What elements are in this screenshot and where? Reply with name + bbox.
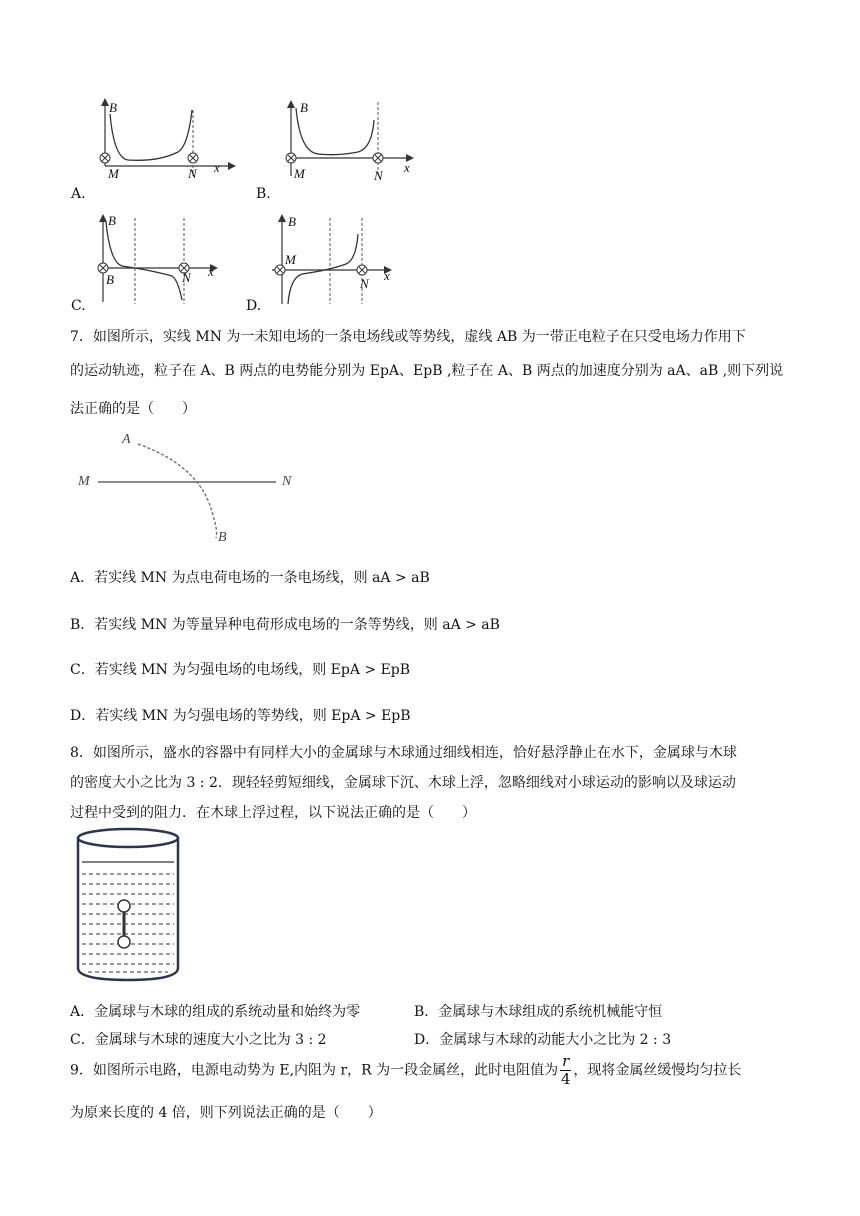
graph-b-label-n: N (374, 168, 383, 183)
graph-b-axis-b: B (300, 100, 308, 115)
q8-option-a: A．金属球与木球的组成的系统动量和始终为零 (70, 1004, 361, 1020)
q8-option-d: D．金属球与木球的动能大小之比为 2 : 3 (414, 1032, 672, 1048)
q7-option-a: A．若实线 MN 为点电荷电场的一条电场线，则 aA > aB (70, 570, 430, 586)
q8-option-b: B．金属球与木球组成的系统机械能守恒 (414, 1004, 663, 1020)
graph-c-option: C. (71, 298, 86, 314)
q7-trajectory-diagram (70, 426, 310, 552)
q9-fraction (560, 1054, 571, 1087)
graph-c-axis-x: x (208, 264, 214, 279)
graph-c-axis-b: B (108, 213, 116, 228)
q7-option-c: C．若实线 MN 为匀强电场的电场线，则 EpA > EpB (70, 662, 411, 678)
graph-d-label-n: N (360, 276, 369, 291)
graph-b-label-m: M (294, 166, 305, 181)
graph-d-axis-b: B (288, 214, 296, 229)
q8-stem-line-3: 过程中受到的阻力．在木球上浮过程，以下说法正确的是（ ） (70, 805, 476, 821)
q7-label-a: A (122, 432, 131, 447)
graph-a-axis-x: x (214, 160, 220, 175)
graph-a-label-n: N (188, 166, 197, 181)
graph-d-axis-x: x (384, 268, 390, 283)
graph-b-option: B. (256, 186, 271, 202)
q7-label-n: N (282, 474, 292, 489)
graph-c-label-n: N (182, 270, 191, 285)
q7-option-d: D．若实线 MN 为匀强电场的等势线，则 EpA > EpB (70, 708, 411, 724)
q9-stem-line-1-pre: 9．如图所示电路，电源电动势为 E,内阻为 r，R 为一段金属丝，此时电阻值为 (70, 1062, 559, 1079)
q7-label-b: B (218, 530, 227, 545)
graph-a-label-m: M (108, 166, 119, 181)
graph-d-option: D. (246, 298, 262, 314)
q9-fraction-numerator: r (562, 1052, 570, 1070)
q8-stem-line-1: 8．如图所示，盛水的容器中有同样大小的金属球与木球通过细线相连，恰好悬浮静止在水下，金属球与木球 (70, 745, 737, 761)
q7-option-b: B．若实线 MN 为等量异种电荷形成电场的一条等势线，则 aA > aB (70, 617, 500, 633)
q9-fraction-denominator: 4 (560, 1070, 571, 1088)
graph-a-option: A. (71, 186, 86, 202)
q9-stem-line-2: 为原来长度的 4 倍，则下列说法正确的是（ ） (70, 1105, 382, 1121)
q8-container-diagram (74, 826, 186, 984)
q7-stem-line-1: 7．如图所示，实线 MN 为一未知电场的一条电场线或等势线，虚线 AB 为一带正电粒子在只受电场力作用下 (70, 329, 746, 345)
graph-b-axis-x: x (404, 160, 410, 175)
q8-stem-line-2: 的密度大小之比为 3 : 2．现轻轻剪短细线，金属球下沉、木球上浮，忽略细线对小球运动的影响以及球运动 (70, 775, 736, 791)
q7-stem-line-3: 法正确的是（ ） (70, 401, 196, 417)
graph-c-label-b: B (106, 272, 114, 287)
q9-stem-line-1-post: ，现将金属丝缓慢均匀拉长 (573, 1062, 742, 1079)
q7-label-m: M (78, 474, 90, 489)
q9-stem-line-1 (70, 1054, 741, 1087)
graph-a-axis-b: B (109, 100, 117, 115)
q8-option-c: C．金属球与木球的速度大小之比为 3 : 2 (70, 1032, 327, 1048)
graph-d-label-m: M (285, 252, 296, 267)
q7-stem-line-2: 的运动轨迹，粒子在 A、B 两点的电势能分别为 EpA、EpB ,粒子在 A、B 两点的加速度分别为 aA、aB ,则下列说 (70, 363, 784, 379)
